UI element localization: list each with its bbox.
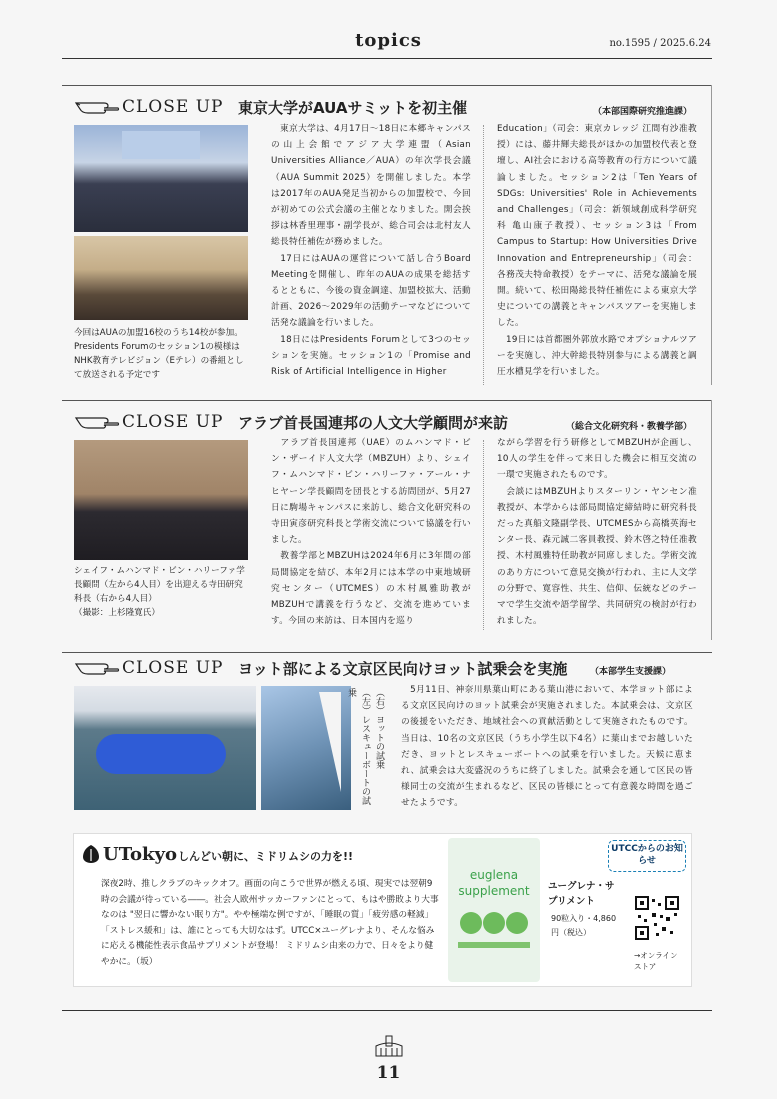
aua-group-photo <box>74 125 248 232</box>
article-department: （本部学生支援課） <box>590 667 672 677</box>
issue-meta: no.1595 / 2025.6.24 <box>609 38 711 49</box>
article-department: （総合文化研究科・教養学部） <box>565 422 692 432</box>
qr-code-icon[interactable] <box>634 895 680 941</box>
article-title: ヨット部による文京区民向けヨット試乗会を実施 <box>238 660 568 678</box>
uae-delegation-photo <box>74 440 248 560</box>
supplement-package <box>448 838 540 982</box>
page-number: 11 <box>376 1063 401 1083</box>
footer-rule <box>62 1010 712 1011</box>
article-body-col2: Education」（司会：東京カレッジ 江間有沙准教授）には、藤井輝夫総長がほかの加盟校代表と登壇し、AI社会における高等教育の行方について議論しました。セッション2は「Ten Years of SDGs: Universities' Role in Achievements and Challenges」（司会：新領域創成科学研究科 亀山康子教授）、セッション3は「From Campus to Startup: How Universities Drive Innovation and Entrepreneurship」（司会：各務茂夫特命教授）をテーマに、活発な議論を展開。続いて、松田陽総長特任補佐による東京大学史についての講義とキャンパスツアーを実施しました。 19日には首都圏外郭放水路でオプショナルツアーを実施し、沖大幹総長特別参与による講義と調圧水槽見学を行いました。 <box>497 124 697 378</box>
section-border <box>711 85 712 385</box>
section-rule <box>62 85 712 86</box>
product-price: 90粒入り・4,860円（税込） <box>551 914 617 937</box>
package-subbrand: supplement <box>458 884 530 898</box>
ad-headline: しんどい朝に、ミドリムシの力を!! <box>178 850 354 863</box>
yasuda-auditorium-icon <box>373 1034 405 1058</box>
section-rule <box>62 652 712 653</box>
photo-caption: シェイフ・ムハンマド・ビン・ハリーファ学長顧問（左から4人目）を出迎える寺田研究科長（右から4人目） （撮影：上杉隆寛氏） <box>74 566 245 618</box>
ad-body: 深夜2時、推しクラブのキックオフ。画面の向こうで世界が燃える頃、現実では翌朝9時の会議が待っている――。社会人欧州サッカーファンにとって、もはや勝敗より大事なのは "翌日に響かない眠り方"。やや極端な例ですが、「睡眠の質」「疲労感の軽減」「ストレス緩和」は、誰にとっても大切なはず。UTCC×ユーグレナより、そんな悩みに応える機能性表示食品サプリメントが登場！ ミドリムシ由来の力で、日々をより健やかに。（坂） <box>101 879 439 967</box>
aua-forum-photo <box>74 236 248 320</box>
close-up-label: CLOSE UP <box>122 658 224 678</box>
column-divider <box>483 440 484 630</box>
article-title: 東京大学がAUAサミットを初主催 <box>238 99 468 117</box>
page-header-title: topics <box>355 30 422 51</box>
article-body-col1: 東京大学は、4月17日〜18日に本郷キャンパスの山上会館でアジア大学連盟（Asian Universities Alliance／AUA）の年次学長会議（AUA Summit 2025）を開催しました。本学は2017年のAUA発足当初からの加盟校で、今回が初めての公式会議の主催となりました。開会挨拶は林香里理事・副学長が、総合司会は北村友人総長特任補佐が務めました。 17日にはAUAの運営について話し合うBoard Meetingを開催し、昨年のAUAの成果を総括するとともに、今後の資金調達、加盟校拡大、活動計画、2026〜2029年の活動テーマなどについて活発な議論を行いました。 18日にはPresidents Forumとして3つのセッションを実施。セッション1の「Promise and Risk of Artificial Intelligence in Higher <box>271 124 471 378</box>
article-body-col1: アラブ首長国連邦（UAE）のムハンマド・ビン・ザーイド人文大学（MBZUH）より、シェイフ・ムハンマド・ビン・ハリーファ・アール・ナヒヤーン学長顧問を団長とする訪問団が、5月27日に駒場キャンパスに来訪し、総合文化研究科の寺田寅彦研究科長と学術交流について協議を行いました。 教養学部とMBZUHは2024年6月に3年間の部局間協定を結び、本年2月には本学の中東地域研究センター（UTCMES）の木村風雅助教がMBZUHで講義を行うなど、交流を進めています。今回の来訪は、日本国内を巡り <box>271 438 471 627</box>
header-rule <box>62 58 712 59</box>
photo-caption: （右）ヨットの試乗 （左）レスキューボートの試乗 <box>346 688 384 805</box>
close-up-label: CLOSE UP <box>122 412 224 432</box>
section-rule <box>62 400 712 401</box>
pointing-hand-icon <box>74 99 120 115</box>
close-up-label: CLOSE UP <box>122 97 224 117</box>
article-department: （本部国際研究推進課） <box>592 107 692 117</box>
product-name: ユーグレナ・サプリメント <box>548 881 615 907</box>
article-body: 5月11日、神奈川県葉山町にある葉山港において、本学ヨット部による文京区民向けのヨット試乗会が実施されました。本試乗会は、文京区の後援をいただき、地域社会への貢献活動として実施されたものです。当日は、10名の文京区民（うち小学生以下4名）に葉山までお越しいただき、ヨットとレスキューボートへの試乗を行いました。天候に恵まれ、試乗会は大変盛況のうちに終了しました。試乗会を通して区民の皆様同士の交流が生まれるなど、区民の皆様にとって有意義な時間を過ごせたようです。 <box>401 685 693 809</box>
section-border <box>711 400 712 640</box>
article-body-col2: ながら学習を行う研修としてMBZUHが企画し、10人の学生を伴って来日した機会に相互交流の一環で実施されたものです。 会談にはMBZUHよりスターリン・ヤンセン准教授が、本学からは部局間協定締結時に研究科長だった真船文隆副学長、UTCMESから高橋英海センター長、森元誠二客員教授、鈴木啓之特任准教授、木村風雅特任助教が同席しました。学術交流のあり方について意見交換が行われ、主に人文学の分野で、寛容性、共生、信仰、伝統などのテーマで学生交流や語学留学、共同研究の検討が行われました。 <box>497 438 697 627</box>
package-brand: euglena <box>469 868 519 882</box>
pointing-hand-icon <box>74 414 120 430</box>
yacht-photo <box>261 686 351 810</box>
pointing-hand-icon <box>74 660 120 676</box>
article-title: アラブ首長国連邦の人文大学顧問が来訪 <box>238 414 509 432</box>
photo-caption: 今回はAUAの加盟16校のうち14校が参加。Presidents Forumのセッション1の模様はNHK教育テレビジョン（Eテレ）の番組として放送される予定です <box>74 328 244 380</box>
utcc-notice-badge: UTCCからのお知らせ <box>608 840 686 872</box>
online-store-link[interactable]: →オンラインストア <box>634 951 678 971</box>
utokyo-logo-icon <box>80 844 102 864</box>
rescue-boat-photo <box>74 686 256 810</box>
column-divider <box>483 125 484 385</box>
utokyo-logo: UTokyo <box>103 844 177 865</box>
